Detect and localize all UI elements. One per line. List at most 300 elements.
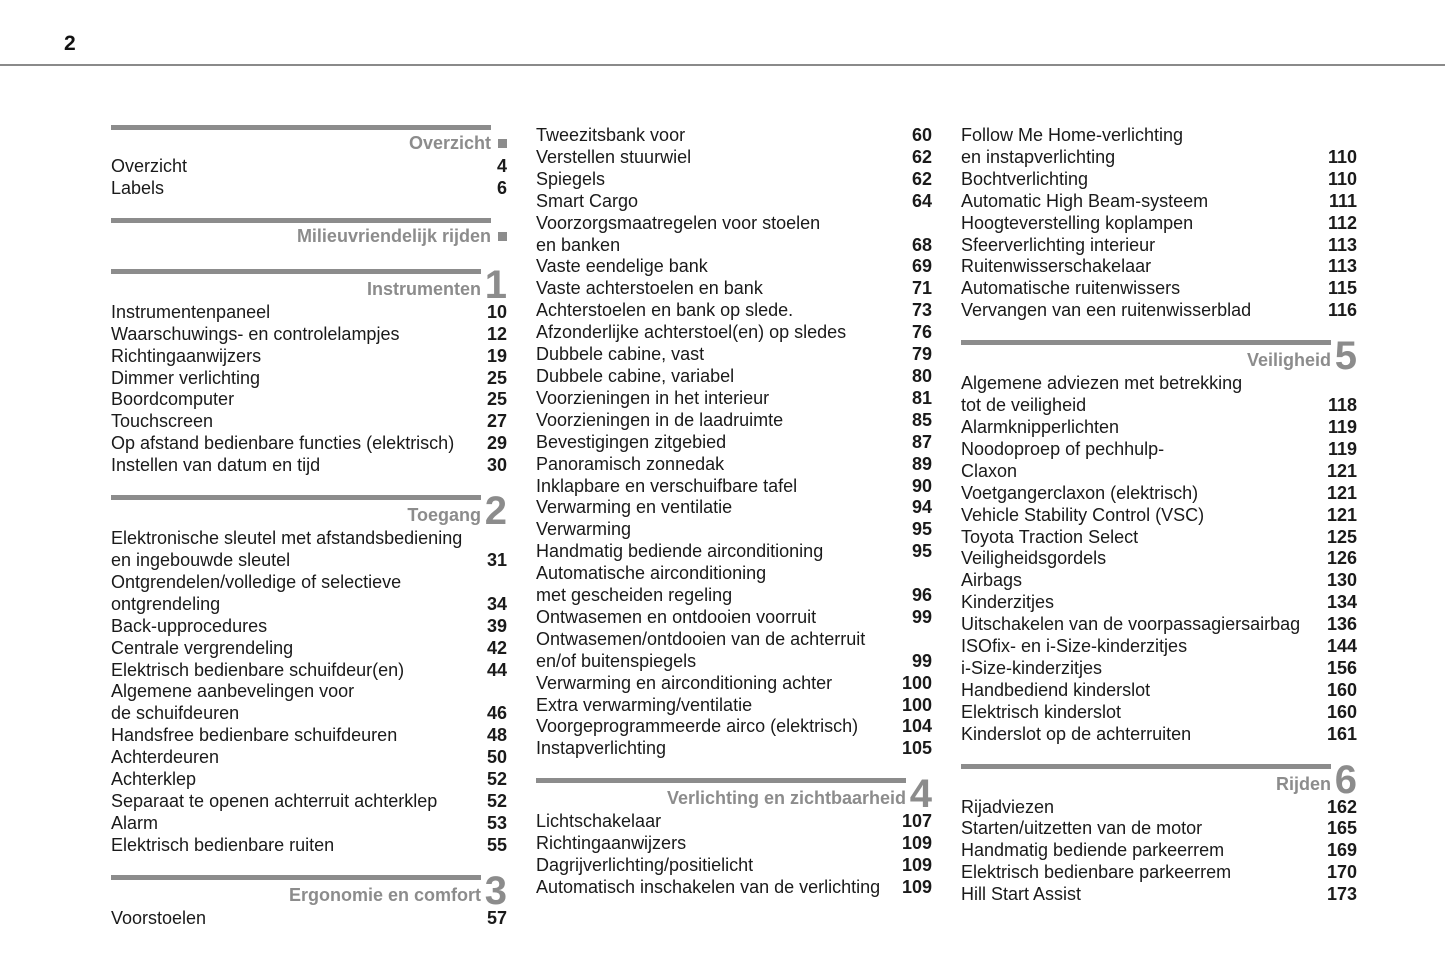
toc-entry-page: 79 (911, 344, 932, 365)
toc-entry-page: 109 (901, 855, 932, 876)
toc-entry-page: 10 (486, 301, 507, 322)
toc-entry-page: 104 (901, 716, 932, 737)
toc-entry[interactable] (111, 594, 507, 616)
toc-entry-label: Verwarming en airconditioning achter (536, 672, 833, 693)
toc-entry[interactable] (961, 417, 1357, 439)
toc-entry-page: 105 (901, 738, 932, 759)
toc-entry-label: Algemene adviezen met betrekking (961, 373, 1243, 394)
toc-section-veiligheid (961, 334, 1357, 745)
toc-entry-page: 42 (486, 637, 507, 658)
toc-entry[interactable] (111, 411, 507, 433)
toc-column-2 (536, 125, 932, 899)
toc-entry-page: 69 (911, 256, 932, 277)
toc-entry-page: 113 (1327, 234, 1357, 255)
toc-entry-page: 62 (911, 146, 932, 167)
toc-entry-page: 4 (496, 156, 507, 176)
page-number: 2 (64, 32, 76, 55)
toc-entry-page: 89 (911, 453, 932, 474)
toc-entry-page: 19 (486, 345, 507, 366)
section-header[interactable] (111, 262, 507, 307)
toc-entry-label: Ontgrendelen/volledige of selectieve (111, 571, 402, 592)
toc-entry[interactable] (111, 550, 507, 572)
toc-entry-page: 126 (1326, 548, 1357, 569)
toc-entry-page: 94 (911, 497, 932, 518)
toc-entry[interactable] (961, 505, 1357, 527)
toc-entry-page: 64 (911, 190, 932, 211)
toc-entry[interactable] (961, 483, 1357, 505)
toc-entry[interactable] (536, 213, 932, 235)
chapter-number: 4 (909, 772, 932, 817)
toc-entry[interactable] (536, 585, 932, 607)
section-spacer (111, 249, 507, 269)
toc-entry[interactable] (111, 725, 507, 747)
toc-entry-label: Claxon (961, 460, 1018, 481)
toc-section-ergonomie-en-comfort (111, 868, 507, 930)
toc-entry[interactable] (536, 300, 932, 322)
toc-entry[interactable] (536, 716, 932, 738)
toc-entry-label: Verstellen stuurwiel (536, 146, 692, 167)
toc-entry-label: Elektrisch kinderslot (961, 701, 1122, 722)
toc-entry-label: Verwarming en ventilatie (536, 497, 733, 518)
toc-entry[interactable] (111, 660, 507, 682)
toc-entry[interactable] (536, 519, 932, 541)
toc-entry-page: 81 (911, 387, 932, 408)
toc-entry-page: 107 (901, 811, 932, 832)
toc-entry-page: 112 (1327, 212, 1357, 233)
toc-entry[interactable] (961, 395, 1357, 417)
toc-entry-label: tot de veiligheid (961, 395, 1087, 416)
toc-entry-page: 111 (1328, 190, 1357, 211)
toc-entry[interactable] (536, 256, 932, 278)
toc-entry-page: 80 (911, 365, 932, 386)
toc-entry[interactable] (536, 410, 932, 432)
toc-entry[interactable] (536, 855, 932, 877)
toc-section-verlichting-en-zichtbaarheid (536, 772, 932, 899)
toc-entry[interactable] (536, 125, 932, 147)
toc-entry-page: 100 (901, 672, 932, 693)
toc-entry-page: 57 (486, 907, 507, 928)
section-header[interactable] (111, 489, 507, 534)
toc-entry[interactable] (961, 125, 1357, 147)
toc-entry-label: Voorgeprogrammeerde airco (elektrisch) (536, 716, 859, 737)
section-header[interactable] (961, 334, 1357, 379)
toc-entry[interactable] (111, 703, 507, 725)
toc-entry[interactable] (961, 256, 1357, 278)
toc-entry-label: Automatische ruitenwissers (961, 278, 1181, 299)
toc-entry-page: 160 (1326, 679, 1357, 700)
toc-entry-label: Voetgangerclaxon (elektrisch) (961, 482, 1199, 503)
toc-entry[interactable] (961, 658, 1357, 680)
toc-entry-label: i-Size-kinderzitjes (961, 657, 1103, 678)
toc-entry-page: 169 (1326, 840, 1357, 861)
section-title: Verlichting en zichtbaarheid (666, 788, 906, 809)
toc-entry-label: Voorzorgsmaatregelen voor stoelen (536, 212, 821, 233)
chapter-number: 6 (1334, 757, 1357, 802)
toc-entry-label: Alarmknipperlichten (961, 416, 1120, 437)
section-divider-bar (111, 875, 481, 880)
toc-entry-page: 113 (1327, 256, 1357, 277)
toc-entry-label: Smart Cargo (536, 190, 639, 211)
toc-entry-label: Follow Me Home-verlichting (961, 125, 1184, 145)
section-divider-bar (111, 125, 491, 130)
toc-entry[interactable] (536, 235, 932, 257)
toc-entry[interactable] (961, 636, 1357, 658)
toc-entry-page: 68 (911, 234, 932, 255)
toc-entry-label: Toyota Traction Select (961, 526, 1139, 547)
toc-entry-page: 60 (911, 125, 932, 145)
toc-entry[interactable] (536, 147, 932, 169)
toc-entry-page: 29 (486, 433, 507, 454)
toc-entry[interactable] (111, 156, 507, 178)
toc-entry-page: 165 (1326, 818, 1357, 839)
toc-entry[interactable] (111, 791, 507, 813)
toc-entry-label: Dubbele cabine, variabel (536, 365, 735, 386)
toc-entry-page: 136 (1326, 614, 1357, 635)
toc-entry-label: Waarschuwings- en controlelampjes (111, 323, 400, 344)
section-divider-bar (961, 764, 1331, 769)
section-divider-bar (536, 778, 906, 783)
toc-entry-label: en/of buitenspiegels (536, 650, 697, 671)
toc-entry[interactable] (536, 191, 932, 213)
toc-entry-label: en ingebouwde sleutel (111, 549, 291, 570)
section-header[interactable] (111, 218, 507, 249)
toc-entry-label: Voorstoelen (111, 907, 207, 928)
toc-entry-label: Centrale vergrendeling (111, 637, 294, 658)
toc-entry-label: Tweezitsbank voor (536, 125, 686, 145)
toc-entry-page: 12 (486, 323, 507, 344)
toc-entry[interactable] (961, 818, 1357, 840)
toc-entry[interactable] (536, 651, 932, 673)
toc-entry-label: Airbags (961, 570, 1023, 591)
toc-entry[interactable] (111, 616, 507, 638)
toc-entry-label: Automatisch inschakelen van de verlichting (536, 877, 881, 897)
toc-entry[interactable] (536, 833, 932, 855)
section-header[interactable] (111, 125, 507, 156)
toc-entry[interactable] (536, 607, 932, 629)
toc-entry[interactable] (961, 797, 1357, 819)
toc-entry-label: Spiegels (536, 168, 606, 189)
toc-entry[interactable] (961, 147, 1357, 169)
toc-entry-label: Achterstoelen en bank op slede. (536, 300, 794, 321)
toc-entry-page: 99 (911, 606, 932, 627)
toc-entry[interactable] (961, 702, 1357, 724)
toc-entry[interactable] (111, 324, 507, 346)
toc-entry-page: 160 (1326, 701, 1357, 722)
toc-entry[interactable] (961, 191, 1357, 213)
square-bullet-icon (498, 232, 507, 241)
toc-entry-label: Achterklep (111, 769, 197, 790)
toc-entry[interactable] (961, 570, 1357, 592)
toc-entry-page: 119 (1327, 416, 1357, 437)
toc-entry-label: Achterdeuren (111, 747, 220, 768)
toc-entry-page: 25 (486, 389, 507, 410)
toc-entry-label: Starten/uitzetten van de motor (961, 818, 1203, 839)
toc-entry-page: 6 (496, 177, 507, 198)
toc-entry[interactable] (111, 769, 507, 791)
toc-entry-label: Vehicle Stability Control (VSC) (961, 504, 1205, 525)
toc-section-milieuvriendelijk-rijden (111, 218, 507, 249)
toc-entry-page: 46 (486, 703, 507, 724)
toc-section-rijden (961, 757, 1357, 907)
toc-entry-page: 39 (486, 615, 507, 636)
toc-entry-label: Labels (111, 177, 165, 198)
toc-entry-page: 31 (486, 549, 507, 570)
toc-entry[interactable] (961, 235, 1357, 257)
toc-entry[interactable] (961, 592, 1357, 614)
toc-entry[interactable] (536, 366, 932, 388)
toc-section-toegang (111, 489, 507, 857)
toc-entry-page: 99 (911, 650, 932, 671)
toc-entry-label: Extra verwarming/ventilatie (536, 694, 753, 715)
toc-entry-label: Alarm (111, 812, 159, 833)
toc-entry[interactable] (961, 884, 1357, 906)
toc-section-continued (536, 125, 932, 760)
section-title: Rijden (1275, 773, 1331, 794)
toc-entry-label: Bochtverlichting (961, 168, 1089, 189)
toc-entry-page: 110 (1327, 168, 1357, 189)
toc-entry-label: Algemene aanbevelingen voor (111, 681, 355, 702)
toc-entry[interactable] (536, 563, 932, 585)
toc-entry-label: Handmatig bediende airconditioning (536, 541, 824, 562)
toc-entry-label: Elektrisch bedienbare ruiten (111, 834, 335, 855)
toc-entry-label: Afzonderlijke achterstoel(en) op sledes (536, 322, 847, 343)
toc-entry-label: Elektrisch bedienbare parkeerrem (961, 862, 1232, 883)
toc-entry-page: 27 (486, 411, 507, 432)
toc-entry[interactable] (111, 681, 507, 703)
section-title: Overzicht (408, 133, 491, 153)
section-header[interactable] (536, 772, 932, 817)
toc-entry[interactable] (111, 528, 507, 550)
section-spacer (961, 322, 1357, 340)
toc-entry-page: 87 (911, 431, 932, 452)
toc-entry-label: Richtingaanwijzers (111, 345, 262, 366)
toc-entry[interactable] (111, 572, 507, 594)
toc-entry[interactable] (111, 389, 507, 411)
toc-entry-label: Handmatig bediende parkeerrem (961, 840, 1225, 861)
toc-entry[interactable] (536, 344, 932, 366)
header-rule (0, 64, 1445, 66)
toc-entry-page: 62 (911, 168, 932, 189)
toc-entry-label: Hill Start Assist (961, 884, 1082, 905)
toc-entry-label: Voorzieningen in de laadruimte (536, 409, 784, 430)
toc-entry-page: 96 (911, 585, 932, 606)
toc-entry-page: 121 (1326, 482, 1357, 503)
toc-entry[interactable] (111, 835, 507, 857)
toc-entry-page: 71 (911, 278, 932, 299)
toc-entry-label: Handbediend kinderslot (961, 679, 1151, 700)
toc-entry[interactable] (961, 840, 1357, 862)
section-header[interactable] (111, 868, 507, 913)
toc-entry-label: Rijadviezen (961, 796, 1055, 817)
section-spacer (536, 760, 932, 778)
toc-entry[interactable] (536, 541, 932, 563)
toc-entry[interactable] (961, 724, 1357, 746)
toc-entry-label: Sfeerverlichting interieur (961, 234, 1156, 255)
toc-entry[interactable] (536, 695, 932, 717)
toc-entry[interactable] (961, 213, 1357, 235)
toc-section-overzicht (111, 125, 507, 200)
toc-entry-label: Lichtschakelaar (536, 811, 662, 832)
toc-entry-page: 100 (901, 694, 932, 715)
toc-entry-label: Bevestigingen zitgebied (536, 431, 727, 452)
toc-entry[interactable] (536, 432, 932, 454)
toc-entry-page: 161 (1326, 723, 1357, 744)
toc-entry[interactable] (111, 346, 507, 368)
toc-entry-label: Ruitenwisserschakelaar (961, 256, 1152, 277)
toc-entry[interactable] (111, 638, 507, 660)
toc-entry-label: Instrumentenpaneel (111, 301, 271, 322)
toc-entry-label: Elektrisch bedienbare schuifdeur(en) (111, 659, 405, 680)
toc-entry-label: Vervangen van een ruitenwisserblad (961, 300, 1252, 321)
toc-entry-page: 134 (1326, 592, 1357, 613)
toc-entry[interactable] (961, 278, 1357, 300)
section-title: Toegang (407, 505, 481, 526)
toc-entry-label: Kinderzitjes (961, 592, 1055, 613)
toc-entry[interactable] (111, 455, 507, 477)
toc-entry-label: Automatic High Beam-systeem (961, 190, 1209, 211)
toc-entry-label: ontgrendeling (111, 593, 221, 614)
toc-entry-label: Hoogteverstelling koplampen (961, 212, 1194, 233)
toc-entry-page: 144 (1326, 636, 1357, 657)
toc-entry[interactable] (536, 476, 932, 498)
toc-entry[interactable] (536, 388, 932, 410)
toc-entry-label: Instapverlichting (536, 738, 667, 759)
toc-entry-label: en instapverlichting (961, 146, 1116, 167)
toc-entry[interactable] (111, 178, 507, 200)
toc-entry-page: 44 (486, 659, 507, 680)
square-bullet-icon (498, 139, 507, 148)
toc-entry-page: 118 (1327, 395, 1357, 416)
toc-entry-label: de schuifdeuren (111, 703, 240, 724)
toc-entry[interactable] (961, 461, 1357, 483)
toc-entry[interactable] (961, 548, 1357, 570)
toc-entry-label: Touchscreen (111, 411, 214, 432)
toc-entry[interactable] (536, 738, 932, 760)
toc-entry[interactable] (111, 368, 507, 390)
toc-entry[interactable] (536, 169, 932, 191)
toc-entry-page: 170 (1326, 862, 1357, 883)
chapter-number: 2 (484, 489, 507, 534)
toc-entry-label: Dubbele cabine, vast (536, 344, 705, 365)
toc-column-1 (111, 125, 507, 930)
toc-entry-label: Boordcomputer (111, 389, 235, 410)
toc-entry-page: 50 (486, 747, 507, 768)
toc-entry[interactable] (961, 300, 1357, 322)
section-spacer (961, 746, 1357, 764)
toc-entry-label: Inklapbare en verschuifbare tafel (536, 475, 798, 496)
toc-entry-page: 95 (911, 519, 932, 540)
toc-entry-label: Instellen van datum en tijd (111, 455, 321, 476)
section-title: Ergonomie en comfort (288, 884, 481, 905)
toc-entry-page: 53 (486, 812, 507, 833)
toc-entry[interactable] (536, 877, 932, 899)
toc-entry-page: 130 (1326, 570, 1357, 591)
toc-entry-page: 173 (1326, 884, 1357, 905)
toc-entry-page: 121 (1326, 460, 1357, 481)
toc-entry[interactable] (111, 302, 507, 324)
toc-entry[interactable] (536, 454, 932, 476)
toc-entry-label: Richtingaanwijzers (536, 833, 687, 854)
toc-entry[interactable] (536, 629, 932, 651)
toc-entry-page: 76 (911, 322, 932, 343)
section-divider-bar (111, 269, 481, 274)
toc-entry-page: 110 (1327, 146, 1357, 167)
toc-entry[interactable] (111, 747, 507, 769)
toc-entry[interactable] (111, 813, 507, 835)
toc-entry-label: Separaat te openen achterruit achterklep (111, 790, 438, 811)
toc-entry-page: 119 (1327, 438, 1357, 459)
toc-entry-label: Dimmer verlichting (111, 367, 261, 388)
toc-entry-page: 156 (1326, 657, 1357, 678)
toc-entry-page: 115 (1327, 278, 1357, 299)
toc-entry[interactable] (536, 497, 932, 519)
section-spacer (111, 857, 507, 875)
chapter-number: 5 (1334, 334, 1357, 379)
toc-entry[interactable] (536, 673, 932, 695)
toc-entry-label: ISOfix- en i-Size-kinderzitjes (961, 636, 1188, 657)
toc-column-3 (961, 125, 1357, 906)
toc-entry-label: Verwarming (536, 519, 632, 540)
toc-entry[interactable] (961, 439, 1357, 461)
toc-entry-page: 95 (911, 541, 932, 562)
toc-entry-label: Overzicht (111, 156, 188, 176)
chapter-number: 1 (484, 262, 507, 307)
toc-entry[interactable] (111, 908, 507, 930)
toc-entry-page: 30 (486, 455, 507, 476)
section-spacer (111, 477, 507, 495)
toc-entry-label: Dagrijverlichting/positielicht (536, 855, 754, 876)
chapter-number: 3 (484, 868, 507, 913)
toc-entry-page: 34 (486, 593, 507, 614)
toc-entry[interactable] (961, 614, 1357, 636)
toc-entry-page: 125 (1326, 526, 1357, 547)
section-header[interactable] (961, 757, 1357, 802)
toc-entry[interactable] (961, 373, 1357, 395)
toc-entry-page: 162 (1326, 796, 1357, 817)
toc-entry-page: 55 (486, 834, 507, 855)
toc-entry[interactable] (536, 322, 932, 344)
toc-entry-page: 109 (901, 833, 932, 854)
toc-entry[interactable] (961, 862, 1357, 884)
section-title: Milieuvriendelijk rijden (296, 225, 491, 246)
toc-entry[interactable] (961, 527, 1357, 549)
section-divider-bar (111, 495, 481, 500)
section-divider-bar (111, 218, 491, 223)
toc-entry-page: 85 (911, 409, 932, 430)
toc-entry[interactable] (536, 278, 932, 300)
toc-entry-page: 52 (486, 769, 507, 790)
toc-entry-label: Voorzieningen in het interieur (536, 387, 770, 408)
toc-entry-label: Noodoproep of pechhulp- (961, 438, 1165, 459)
toc-entry[interactable] (536, 811, 932, 833)
toc-entry-label: Veiligheidsgordels (961, 548, 1107, 569)
toc-entry[interactable] (111, 433, 507, 455)
toc-entry-label: Vaste eendelige bank (536, 256, 708, 277)
toc-entry-label: Kinderslot op de achterruiten (961, 723, 1192, 744)
toc-entry-label: Elektronische sleutel met afstandsbediening (111, 528, 463, 549)
toc-entry-label: Ontwasemen/ontdooien van de achterruit (536, 628, 866, 649)
toc-entry-label: Handsfree bedienbare schuifdeuren (111, 725, 398, 746)
toc-entry-label: met gescheiden regeling (536, 585, 733, 606)
toc-entry[interactable] (961, 680, 1357, 702)
toc-entry-page: 25 (486, 367, 507, 388)
toc-entry[interactable] (961, 169, 1357, 191)
toc-entry-page: 73 (911, 300, 932, 321)
toc-entry-label: Panoramisch zonnedak (536, 453, 725, 474)
section-title: Instrumenten (366, 278, 481, 299)
toc-section-continued (961, 125, 1357, 322)
toc-entry-label: Uitschakelen van de voorpassagiersairbag (961, 614, 1301, 635)
